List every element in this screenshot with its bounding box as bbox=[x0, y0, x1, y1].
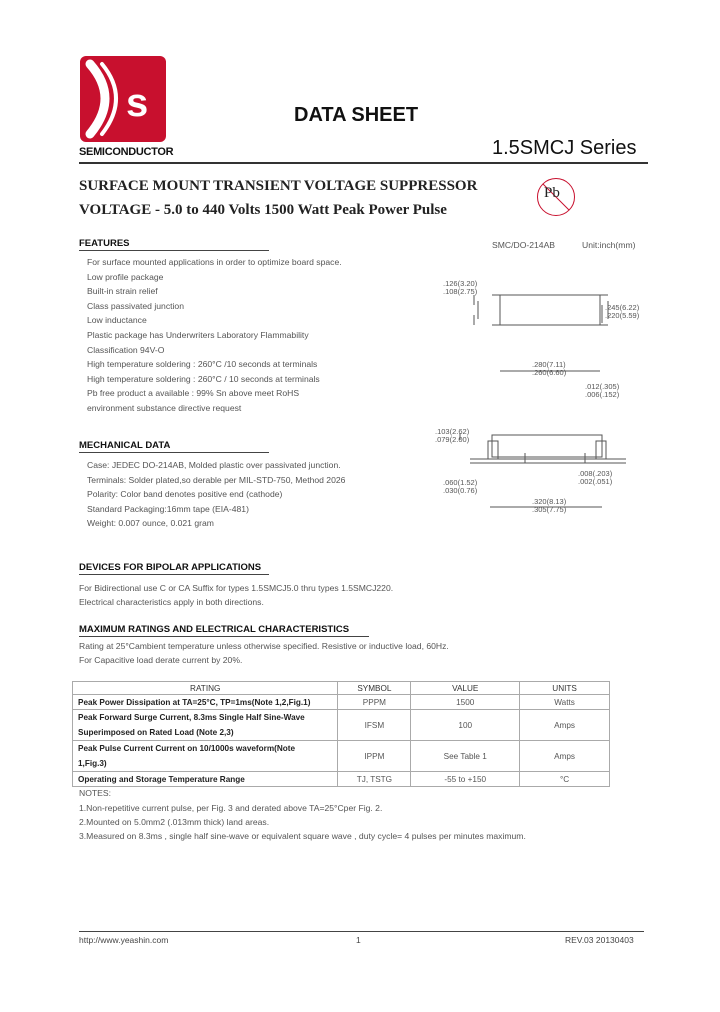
feature-item: Low inductance bbox=[87, 315, 147, 326]
note-item: 3.Measured on 8.3ms , single half sine-wave or equivalent square wave , duty cycle= 4 pulses per minutes maximum. bbox=[79, 831, 526, 841]
dim-label: .103(2.62) bbox=[435, 427, 470, 436]
dim-label: .108(2.75) bbox=[443, 287, 478, 296]
dim-label: .320(8.13) bbox=[532, 497, 567, 506]
series-name: 1.5SMCJ Series bbox=[492, 137, 637, 159]
bipolar-heading: DEVICES FOR BIPOLAR APPLICATIONS bbox=[79, 562, 262, 573]
page-number: 1 bbox=[356, 935, 361, 945]
mechanical-heading: MECHANICAL DATA bbox=[79, 440, 171, 451]
value-cell: 1500 bbox=[411, 695, 520, 710]
mechanical-item: Terminals: Solder plated,so derable per MIL-STD-750, Method 2026 bbox=[87, 474, 346, 485]
dim-label: .260(6.60) bbox=[532, 368, 567, 377]
mechanical-item: Case: JEDEC DO-214AB, Molded plastic over passivated junction. bbox=[87, 460, 341, 470]
ratings-table bbox=[72, 681, 610, 787]
dim-label: .305(7.75) bbox=[532, 505, 567, 514]
footer-rule bbox=[79, 931, 644, 932]
symbol-cell: IPPM bbox=[338, 741, 411, 772]
feature-item: Pb free product a available : 99% Sn above meet RoHS bbox=[87, 388, 300, 399]
mechanical-list bbox=[87, 460, 345, 533]
rating-line: 1,Fig.3) bbox=[78, 759, 107, 768]
feature-item: Class passivated junction bbox=[87, 300, 184, 311]
feature-item: For surface mounted applications in order to optimize board space. bbox=[87, 257, 342, 267]
feature-item: Low profile package bbox=[87, 271, 164, 282]
note-item: 1.Non-repetitive current pulse, per Fig. 3 and derated above TA=25°Cper Fig. 2. bbox=[79, 803, 383, 813]
feature-item: High temperature soldering : 260°C / 10 seconds at terminals bbox=[87, 373, 320, 384]
column-header: VALUE bbox=[411, 682, 520, 695]
column-header: RATING bbox=[73, 682, 338, 695]
dim-label: .245(6.22) bbox=[605, 303, 640, 312]
revision-label: REV.03 20130403 bbox=[565, 935, 634, 945]
page-title: DATA SHEET bbox=[294, 104, 419, 126]
rating-line: Superimposed on Rated Load (Note 2,3) bbox=[78, 728, 234, 737]
units-cell: Amps bbox=[520, 710, 610, 741]
ratings-rule bbox=[79, 636, 369, 637]
svg-text:s: s bbox=[126, 81, 149, 125]
feature-item: Classification 94V-O bbox=[87, 344, 165, 355]
units-cell: Watts bbox=[520, 695, 610, 710]
rating-line: Peak Forward Surge Current, 8.3ms Single Half Sine-Wave bbox=[78, 713, 305, 722]
features-heading: FEATURES bbox=[79, 238, 130, 249]
symbol-cell: IFSM bbox=[338, 710, 411, 741]
dim-label: .060(1.52) bbox=[443, 478, 478, 487]
mechanical-item: Polarity: Color band denotes positive end (cathode) bbox=[87, 489, 283, 500]
package-name: SMC/DO-214AB bbox=[492, 240, 556, 250]
value-cell: -55 to +150 bbox=[411, 772, 520, 787]
dim-label: .280(7.11) bbox=[532, 360, 566, 369]
feature-item: Built-in strain relief bbox=[87, 286, 158, 297]
mechanical-item: Weight: 0.007 ounce, 0.021 gram bbox=[87, 518, 214, 529]
rating-line: Peak Pulse Current Current on 10/1000s waveform(Note bbox=[78, 744, 296, 753]
header-rule bbox=[79, 162, 648, 164]
rating-cell: Peak Power Dissipation at TA=25°C, TP=1ms(Note 1,2,Fig.1) bbox=[73, 695, 338, 710]
rating-cell: Operating and Storage Temperature Range bbox=[73, 772, 338, 787]
dim-label: .079(2.00) bbox=[435, 435, 470, 444]
dim-label: .008(.203) bbox=[578, 469, 613, 478]
feature-item: High temperature soldering : 260°C /10 seconds at terminals bbox=[87, 359, 318, 370]
company-logo bbox=[80, 56, 166, 142]
dim-label: .126(3.20) bbox=[443, 279, 478, 288]
units-cell: Amps bbox=[520, 741, 610, 772]
value-cell: See Table 1 bbox=[411, 741, 520, 772]
company-name: SEMICONDUCTOR bbox=[79, 146, 174, 158]
units-cell: °C bbox=[520, 772, 610, 787]
symbol-cell: TJ, TSTG bbox=[338, 772, 411, 787]
rating-cell bbox=[73, 741, 338, 772]
ratings-note-2: For Capacitive load derate current by 20%. bbox=[79, 655, 243, 665]
dim-label: .220(5.59) bbox=[605, 311, 640, 320]
bipolar-text-2: Electrical characteristics apply in both directions. bbox=[79, 597, 264, 607]
table-row bbox=[73, 772, 610, 787]
column-header: SYMBOL bbox=[338, 682, 411, 695]
table-row bbox=[73, 710, 610, 741]
notes-heading: NOTES: bbox=[79, 788, 111, 798]
ys-logo-icon bbox=[80, 56, 166, 142]
features-list bbox=[87, 257, 342, 418]
value-cell: 100 bbox=[411, 710, 520, 741]
table-row bbox=[73, 741, 610, 772]
mechanical-item: Standard Packaging:16mm tape (EIA-481) bbox=[87, 503, 249, 514]
bipolar-text-1: For Bidirectional use C or CA Suffix for types 1.5SMCJ5.0 thru types 1.5SMCJ220. bbox=[79, 583, 394, 593]
product-subheadline: VOLTAGE - 5.0 to 440 Volts 1500 Watt Peak Power Pulse bbox=[79, 202, 447, 218]
features-rule bbox=[79, 250, 269, 251]
footer-url[interactable]: http://www.yeashin.com bbox=[79, 935, 169, 945]
symbol-cell: PPPM bbox=[338, 695, 411, 710]
table-header-row bbox=[73, 682, 610, 695]
ratings-heading: MAXIMUM RATINGS AND ELECTRICAL CHARACTERISTICS bbox=[79, 624, 350, 635]
product-headline: SURFACE MOUNT TRANSIENT VOLTAGE SUPPRESSOR bbox=[79, 178, 478, 194]
table-row bbox=[73, 695, 610, 710]
mechanical-rule bbox=[79, 452, 269, 453]
pb-free-mark: Pb bbox=[544, 185, 560, 201]
dim-label: .012(.305) bbox=[585, 382, 620, 391]
dim-label: .030(0.76) bbox=[443, 486, 478, 495]
rating-cell bbox=[73, 710, 338, 741]
bipolar-rule bbox=[79, 574, 269, 575]
feature-item: Plastic package has Underwriters Laboratory Flammability bbox=[87, 329, 309, 340]
column-header: UNITS bbox=[520, 682, 610, 695]
dim-label: .006(.152) bbox=[585, 390, 620, 399]
package-units: Unit:inch(mm) bbox=[582, 240, 636, 250]
ratings-note-1: Rating at 25°Cambient temperature unless otherwise specified. Resistive or inductive load, 60Hz. bbox=[79, 641, 449, 651]
dim-label: .002(.051) bbox=[578, 477, 613, 486]
feature-item: environment substance directive request bbox=[87, 402, 242, 413]
note-item: 2.Mounted on 5.0mm2 (.013mm thick) land areas. bbox=[79, 817, 270, 827]
